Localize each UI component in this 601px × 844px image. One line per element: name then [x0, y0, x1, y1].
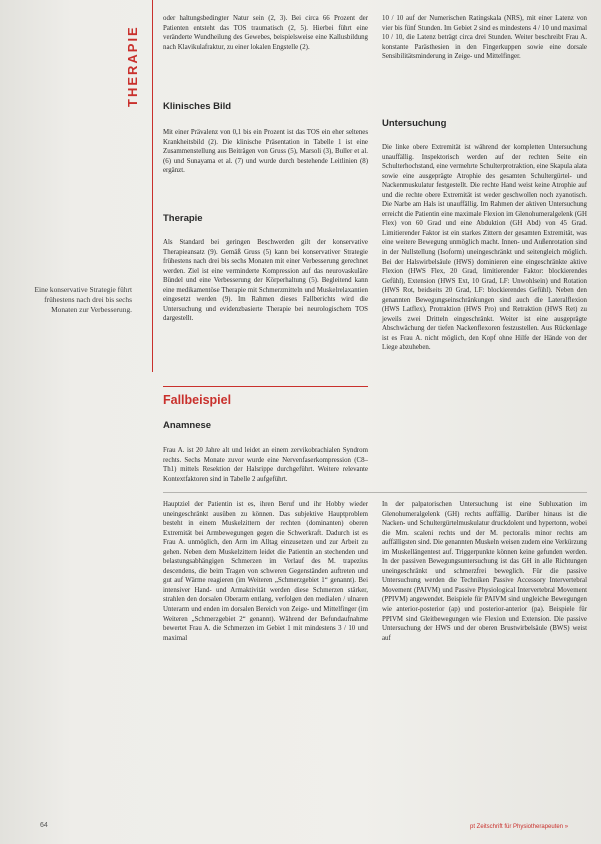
- section-label: THERAPIE: [125, 25, 140, 107]
- fallbeispiel-rule: [163, 386, 368, 387]
- right-intro: 10 / 10 auf der Numerischen Ratingskala (NRS), mit einer Latenz von vier bis fünf Stunden. Im Gebiet 2 sind es mindestens 4 / 10 und maximal 10 / 10, die Latenz beträgt circa drei Stunden. Weiter beschreibt Frau A. konstante Parästhesien in den Fingerkuppen sowie eine dorsale Sensibilitätsminderung in Zeige- und Mittelfinger.: [382, 15, 587, 61]
- right-palpation-paragraph: In der palpatorischen Untersuchung ist eine Subluxation im Glenohumeralgelenk (GH) rechts auffällig. Darüber hinaus ist die Nacken- und Schultergürtelmuskulatur druckdolent und hypertonn, wobei die Mm. scaleni rechts und der M. pectoralis minor rechts am auffälligsten sind. Die genannten Muskeln weisen zudem eine Verkürzung im Muskellängentest auf. Triggerpunkte können keine gefunden werden. In der passiven Bewegungsuntersuchung ist das GH in alle Richtungen uneingeschränkt und schmerzfrei beweglich. Für die passive Untersuchung werden die Techniken Passive Accessory Intervertebral Movement (PAIVM) und Passive Physiological Intervertebral Movement (PPIVM) angewendet. Beispiele für PAIVM sind ungleiche Bewegungen wie anterior-posterior (ap) und posterior-anterior (pa). Beispiele für PPIVM sind Gleitbewegungen wie Flexion und Extension. Die passive Untersuchung der HWS und der oberen Brustwirbelsäule (BWS) weist auf: [382, 501, 587, 642]
- heading-klinisches-bild: Klinisches Bild: [163, 101, 232, 112]
- left-klinisch-paragraph: Mit einer Prävalenz von 0,1 bis ein Prozent ist das TOS ein eher seltenes Krankheitsbild (2). Die klinische Präsentation in Tabelle 1 ist eine Zusammenstellung aus Beiträgen von Gruss (5), Marsoli (3), Buller et al. (6) und Sunayama et al. (7) und wurde durch bestehende Leitlinien (8) ergänzt.: [163, 129, 368, 175]
- left-anamnese-paragraph: Frau A. ist 20 Jahre alt und leidet an einem zervikobrachialen Syndrom rechts. Sechs Monate zuvor wurde eine Nervenfaserkompression (C8–Th1) mittels Resektion der Halsrippe durchgeführt. Weitere relevante Kontextfaktoren sind in Tabelle 2 aufgeführt.: [163, 447, 368, 483]
- left-therapie-paragraph: Als Standard bei geringen Beschwerden gilt der konservative Therapieansatz (9). Gemäß Gruss (5) kann bei konservativer Strategie frühestens nach drei bis sechs Monaten mit einer Verbesserung gerechnet werden. Ziel ist eine verminderte Kompression auf das neurovaskuläre Bündel und eine Verbesserung der Körperhaltung (5). Begleitend kann eine medikamentöse Therapie mit Schmerzmitteln und Muskelrelaxantien eingesetzt werden (9). Im Rahmen dieses Fallberichts wird die Untersuchung und evidenzbasierte Therapie bei neurologischem TOS dargestellt.: [163, 239, 368, 323]
- journal-footer: [470, 824, 568, 830]
- journal-name: pt Zeitschrift für Physiotherapeuten: [470, 824, 564, 830]
- left-intro: oder haltungsbedingter Natur sein (2, 3). Bei circa 66 Prozent der Patienten entsteht das TOS traumatisch (2, 5). Hierbei führt eine veränderte Wundheilung des Gewebes, beispielsweise eine Kallusbildung nach Klavikulafraktur, zu einer lokalen Engstelle (2).: [163, 15, 368, 51]
- heading-therapie: Therapie: [163, 213, 203, 224]
- heading-anamnese: Anamnese: [163, 420, 212, 431]
- section-rule: [152, 0, 153, 372]
- left-hauptziel-paragraph: Hauptziel der Patientin ist es, ihren Beruf und ihr Hobby wieder uneingeschränkt ausüben zu können. Das subjektive Hauptproblem besteht in einem Muskelzittern der rechten (dominanten) oberen Extremität bei Armbewegungen gegen die Schwerkraft. Dadurch ist es Frau A. unmöglich, den Arm im Alltag einzusetzen und zur Arbeit zu gehen. Neben dem Muskelzittern leidet die Patientin an stechenden und belastungsabhängigen Schmerzen im Verlauf des M. trapezius descendens, die beim Tragen von schweren Gegenständen auftreten und gut auf Wärme reagieren (im Weiteren „Schmerzgebiet 1“ genannt). Bei intensiver Hand- und Armaktivität werden diese Schmerzen stärker, strahlen den dorsalen Oberarm entlang, verfolgen den medialen / ulnaren Unterarm und enden im dorsalen Bereich von Zeige- und Mittelfinger (im Weiteren „Schmerzgebiet 2“ genannt). Während der Befundaufnahme bewertet Frau A. die Schmerzen im Gebiet 1 mit mindestens 3 / 10 und maximal: [163, 501, 368, 642]
- heading-untersuchung: Untersuchung: [382, 118, 447, 129]
- margin-pull-quote: Eine konservative Strategie führt frühestens nach drei bis sechs Monaten zur Verbesserung.: [34, 285, 132, 315]
- right-untersuchung-paragraph: Die linke obere Extremität ist während der kompletten Untersuchung unauffällig. Inspektorisch werden auf der rechten Seite ein Schulterhochstand, eine vermehrte Schulterprotraktion, eine Skapula alata sowie eine ausgeprägte Atrophie des gesamten Schultergürtel- und Nackenmuskulatur festgestellt. Die rechte Hand weist keine Atrophie auf und die rechte obere Extremität ist weder geschwollen noch zyanotisch. Die Narbe am Hals ist unauffällig. Im Rahmen der aktiven Untersuchung erreicht die Patientin eine maximale Flexion im Glenohumeralgelenk (GH Flex) von 60 Grad und eine Abduktion (GH Abd) von 45 Grad. Limitierender Faktor ist ein starkes Zittern der gesamten Extremität, was eine weitere Bewegung unmöglich macht. Innen- und Außenrotation sind in der Nullstellung (Isoform) uneingeschränkt und seitengleich möglich. Bei der Halswirbelsäule (HWS) dominieren eine eingeschränkte aktive Flexion (HWS Flex, 20 Grad, limitierender Faktor: blockierendes Gefühl), Extension (HWS Ext, 10 Grad, LF: Unwohlsein) und Rotation (HWS Rot, beidseits 20 Grad, LF: blockierendes Gefühl). Neben den genannten Bewegungseinschränkungen sind auch die Lateralflexion (HWS Latflex), Protraktion (HWS Pro) und Retraktion (HWS Ret) zu jeweils zwei Dritteln eingeschränkt. Weiter ist eine ausgeprägte Abschwächung der tiefen Nackenflexoren festzustellen. Aus Rückenlage ist es Frau A. nicht möglich, den Kopf ohne Hilfe der Hände von der Liege abzuheben.: [382, 144, 587, 352]
- section-divider: [163, 492, 587, 493]
- continue-mark: »: [564, 824, 569, 830]
- page-number: 64: [40, 822, 48, 829]
- heading-fallbeispiel: Fallbeispiel: [163, 393, 232, 407]
